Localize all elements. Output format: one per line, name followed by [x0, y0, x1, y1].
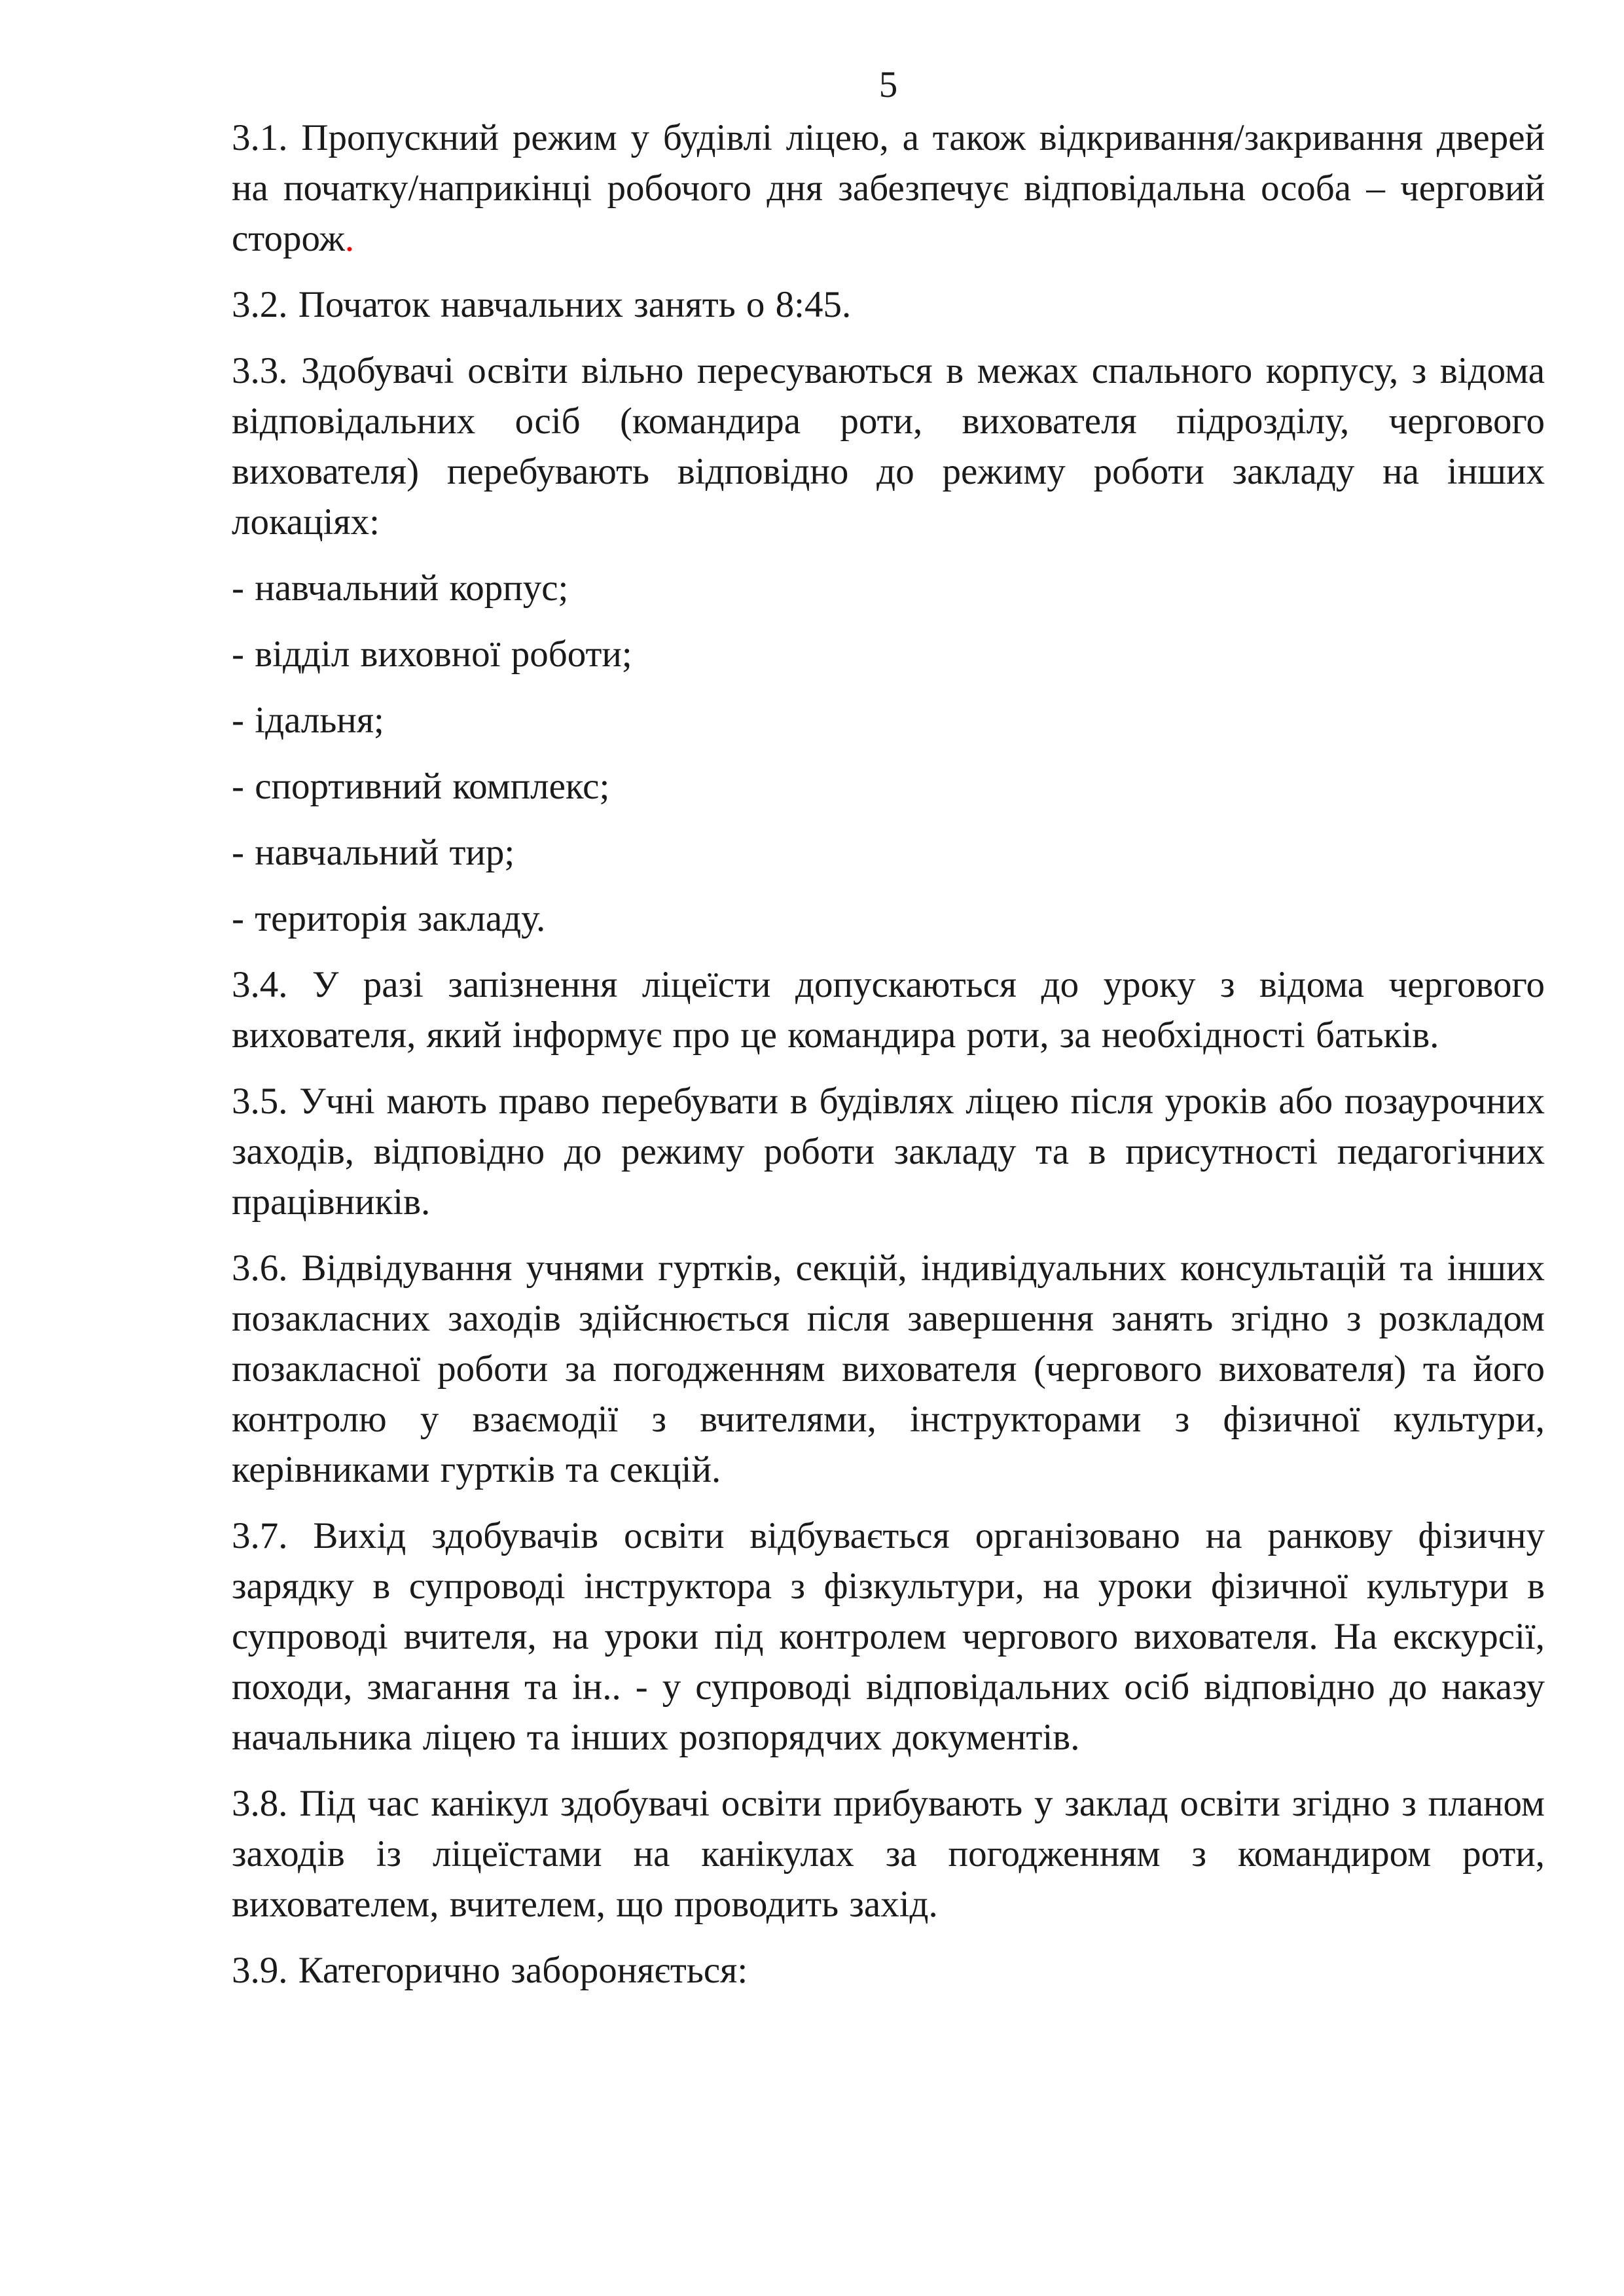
paragraph — [232, 1945, 1545, 1996]
paragraph — [232, 1511, 1545, 1763]
paragraph-text: - навчальний корпус; — [232, 567, 569, 609]
paragraph-text: 3.4. У разі запізнення ліцеїсти допускаються до уроку з відома чергового вихователя, який інформує про це командира роти, за необхідності батьків. — [232, 964, 1545, 1056]
paragraph-text: - територія закладу. — [232, 898, 546, 939]
paragraph — [232, 1243, 1545, 1495]
paragraph-text: - ідальня; — [232, 700, 384, 741]
paragraph-text: 3.6. Відвідування учнями гуртків, секцій, індивідуальних консультацій та інших позакласних заходів здійснюється після завершення занять згідно з розкладом позакласної роботи за погодженням вихователя (чергового вихователя) та його контролю у взаємодії з вчителями, інструкторами з фізичної культури, керівниками гуртків та секцій. — [232, 1247, 1545, 1490]
paragraph — [232, 1076, 1545, 1227]
paragraph-text: - навчальний тир; — [232, 832, 515, 873]
list-item — [232, 827, 1545, 878]
paragraph-text: 3.2. Початок навчальних занять о 8:45. — [232, 284, 852, 325]
paragraph-text: - спортивний комплекс; — [232, 766, 610, 807]
paragraph — [232, 113, 1545, 264]
list-item — [232, 761, 1545, 812]
document-body — [232, 113, 1545, 2011]
paragraph-text: 3.9. Категорично забороняється: — [232, 1950, 748, 1991]
list-item — [232, 629, 1545, 679]
paragraph-text: 3.3. Здобувачі освіти вільно пересуваються в межах спального корпусу, з відома відповідальних осіб (командира роти, вихователя підрозділу, чергового вихователя) перебувають відповідно до режиму роботи закладу на інших локаціях: — [232, 350, 1545, 543]
paragraph — [232, 346, 1545, 547]
paragraph — [232, 279, 1545, 330]
paragraph — [232, 960, 1545, 1060]
page-number: 5 — [878, 64, 898, 105]
paragraph-text: 3.7. Вихід здобувачів освіти відбувається організовано на ранкову фізичну зарядку в супроводі інструктора з фізкультури, на уроки фізичної культури в супроводі вчителя, на уроки під контролем чергового вихователя. На екскурсії, походи, змагання та ін.. - у супроводі відповідальних осіб відповідно до наказу начальника ліцею та інших розпорядчих документів. — [232, 1515, 1545, 1758]
paragraph — [232, 1778, 1545, 1929]
list-item — [232, 563, 1545, 613]
paragraph-text: 3.5. Учні мають право перебувати в будівлях ліцею після уроків або позаурочних заходів, відповідно до режиму роботи закладу та в присутності педагогічних працівників. — [232, 1081, 1545, 1223]
list-item — [232, 893, 1545, 944]
red-period: . — [344, 218, 355, 259]
paragraph-text: 3.1. Пропускний режим у будівлі ліцею, а також відкривання/закривання дверей на початку/наприкінці робочого дня забезпечує відповідальна особа – черговий сторож — [232, 117, 1545, 259]
list-item — [232, 695, 1545, 745]
paragraph-text: 3.8. Під час канікул здобувачі освіти прибувають у заклад освіти згідно з планом заходів із ліцеїстами на канікулах за погодженням з командиром роти, вихователем, вчителем, що проводить захід. — [232, 1783, 1545, 1925]
paragraph-text: - відділ виховної роботи; — [232, 634, 632, 675]
